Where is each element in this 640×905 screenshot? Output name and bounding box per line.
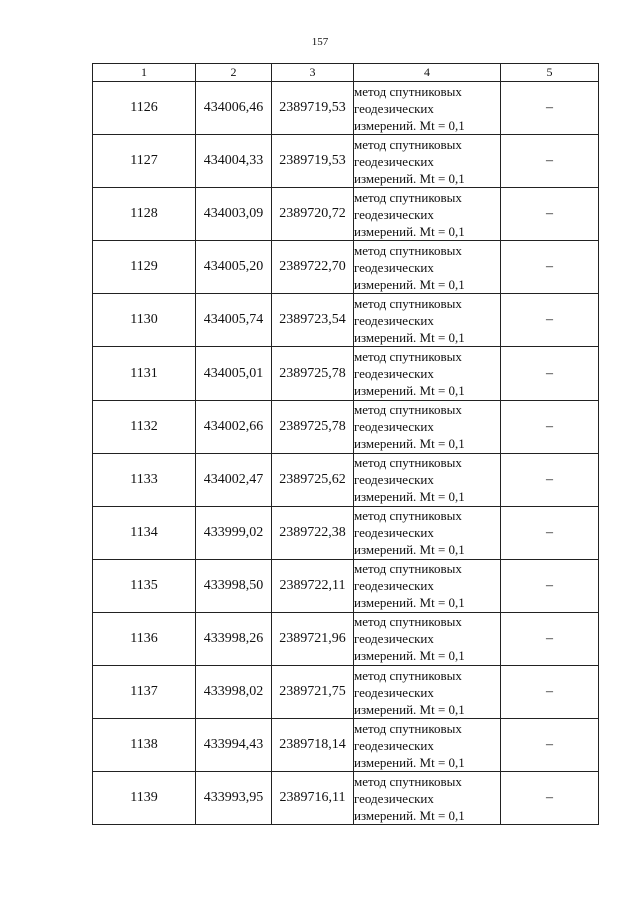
y-coordinate-cell: 2389722,38 bbox=[272, 506, 354, 559]
point-number-cell: 1135 bbox=[93, 559, 196, 612]
column-header: 3 bbox=[272, 64, 354, 82]
method-line: измерений. Mt = 0,1 bbox=[354, 276, 465, 292]
method-cell bbox=[354, 82, 501, 135]
x-coordinate-cell: 434004,33 bbox=[196, 135, 272, 188]
y-coordinate-cell: 2389718,14 bbox=[272, 719, 354, 772]
point-number-cell: 1133 bbox=[93, 453, 196, 506]
column-header: 1 bbox=[93, 64, 196, 82]
y-coordinate-cell: 2389721,96 bbox=[272, 612, 354, 665]
method-line: геодезических bbox=[354, 419, 434, 435]
method-line: измерений. Mt = 0,1 bbox=[354, 329, 465, 345]
x-coordinate-cell: 433993,95 bbox=[196, 772, 272, 825]
method-cell bbox=[354, 294, 501, 347]
point-number-cell: 1132 bbox=[93, 400, 196, 453]
method-cell bbox=[354, 666, 501, 719]
method-cell bbox=[354, 400, 501, 453]
point-number-cell: 1138 bbox=[93, 719, 196, 772]
method-line: метод спутниковых bbox=[354, 402, 462, 418]
method-line: метод спутниковых bbox=[354, 455, 462, 471]
point-number-cell: 1134 bbox=[93, 506, 196, 559]
method-line: измерений. Mt = 0,1 bbox=[354, 383, 465, 399]
point-number-cell: 1136 bbox=[93, 612, 196, 665]
table-row bbox=[93, 772, 599, 825]
y-coordinate-cell: 2389723,54 bbox=[272, 294, 354, 347]
method-line: метод спутниковых bbox=[354, 349, 462, 365]
method-line: измерений. Mt = 0,1 bbox=[354, 701, 465, 717]
page-number: 157 bbox=[311, 36, 329, 48]
x-coordinate-cell: 434005,74 bbox=[196, 294, 272, 347]
table-row bbox=[93, 241, 599, 294]
point-number-cell: 1126 bbox=[93, 82, 196, 135]
y-coordinate-cell: 2389722,11 bbox=[272, 559, 354, 612]
y-coordinate-cell: 2389720,72 bbox=[272, 188, 354, 241]
note-cell: – bbox=[501, 241, 599, 294]
method-cell bbox=[354, 241, 501, 294]
y-coordinate-cell: 2389722,70 bbox=[272, 241, 354, 294]
method-line: геодезических bbox=[354, 366, 434, 382]
method-line: метод спутниковых bbox=[354, 561, 462, 577]
method-line: метод спутниковых bbox=[354, 667, 462, 683]
table-row bbox=[93, 453, 599, 506]
column-header: 5 bbox=[501, 64, 599, 82]
method-line: метод спутниковых bbox=[354, 83, 462, 99]
point-number-cell: 1139 bbox=[93, 772, 196, 825]
table-row bbox=[93, 82, 599, 135]
table-header-row bbox=[93, 64, 599, 82]
method-cell bbox=[354, 772, 501, 825]
note-cell: – bbox=[501, 82, 599, 135]
x-coordinate-cell: 433998,02 bbox=[196, 666, 272, 719]
method-cell bbox=[354, 506, 501, 559]
method-line: метод спутниковых bbox=[354, 295, 462, 311]
point-number-cell: 1130 bbox=[93, 294, 196, 347]
method-line: геодезических bbox=[354, 525, 434, 541]
method-cell bbox=[354, 347, 501, 400]
method-cell bbox=[354, 188, 501, 241]
method-cell bbox=[354, 719, 501, 772]
method-line: измерений. Mt = 0,1 bbox=[354, 542, 465, 558]
table-row bbox=[93, 135, 599, 188]
method-line: метод спутниковых bbox=[354, 136, 462, 152]
x-coordinate-cell: 433998,50 bbox=[196, 559, 272, 612]
x-coordinate-cell: 433994,43 bbox=[196, 719, 272, 772]
method-line: измерений. Mt = 0,1 bbox=[354, 754, 465, 770]
x-coordinate-cell: 434003,09 bbox=[196, 188, 272, 241]
method-cell bbox=[354, 612, 501, 665]
y-coordinate-cell: 2389719,53 bbox=[272, 82, 354, 135]
method-line: измерений. Mt = 0,1 bbox=[354, 223, 465, 239]
x-coordinate-cell: 433998,26 bbox=[196, 612, 272, 665]
method-line: метод спутниковых bbox=[354, 242, 462, 258]
note-cell: – bbox=[501, 347, 599, 400]
y-coordinate-cell: 2389716,11 bbox=[272, 772, 354, 825]
method-line: измерений. Mt = 0,1 bbox=[354, 489, 465, 505]
x-coordinate-cell: 434002,66 bbox=[196, 400, 272, 453]
table-row bbox=[93, 506, 599, 559]
method-line: геодезических bbox=[354, 259, 434, 275]
note-cell: – bbox=[501, 135, 599, 188]
method-line: измерений. Mt = 0,1 bbox=[354, 648, 465, 664]
point-number-cell: 1137 bbox=[93, 666, 196, 719]
method-line: геодезических bbox=[354, 578, 434, 594]
y-coordinate-cell: 2389719,53 bbox=[272, 135, 354, 188]
y-coordinate-cell: 2389721,75 bbox=[272, 666, 354, 719]
note-cell: – bbox=[501, 400, 599, 453]
method-line: метод спутниковых bbox=[354, 720, 462, 736]
method-line: измерений. Mt = 0,1 bbox=[354, 436, 465, 452]
method-line: метод спутниковых bbox=[354, 189, 462, 205]
table-row bbox=[93, 347, 599, 400]
point-number-cell: 1128 bbox=[93, 188, 196, 241]
table-row bbox=[93, 666, 599, 719]
x-coordinate-cell: 434005,20 bbox=[196, 241, 272, 294]
method-line: измерений. Mt = 0,1 bbox=[354, 807, 465, 823]
method-line: геодезических bbox=[354, 631, 434, 647]
table-row bbox=[93, 559, 599, 612]
point-number-cell: 1129 bbox=[93, 241, 196, 294]
table-row bbox=[93, 719, 599, 772]
note-cell: – bbox=[501, 453, 599, 506]
note-cell: – bbox=[501, 612, 599, 665]
method-cell bbox=[354, 559, 501, 612]
note-cell: – bbox=[501, 188, 599, 241]
method-line: геодезических bbox=[354, 153, 434, 169]
method-line: геодезических bbox=[354, 737, 434, 753]
method-line: геодезических bbox=[354, 472, 434, 488]
y-coordinate-cell: 2389725,62 bbox=[272, 453, 354, 506]
y-coordinate-cell: 2389725,78 bbox=[272, 347, 354, 400]
method-line: метод спутниковых bbox=[354, 614, 462, 630]
table-row bbox=[93, 294, 599, 347]
point-number-cell: 1127 bbox=[93, 135, 196, 188]
method-line: измерений. Mt = 0,1 bbox=[354, 595, 465, 611]
note-cell: – bbox=[501, 559, 599, 612]
table-body bbox=[93, 82, 599, 825]
table-row bbox=[93, 188, 599, 241]
method-line: измерений. Mt = 0,1 bbox=[354, 170, 465, 186]
point-number-cell: 1131 bbox=[93, 347, 196, 400]
table-row bbox=[93, 400, 599, 453]
x-coordinate-cell: 434005,01 bbox=[196, 347, 272, 400]
method-line: метод спутниковых bbox=[354, 508, 462, 524]
note-cell: – bbox=[501, 772, 599, 825]
note-cell: – bbox=[501, 666, 599, 719]
y-coordinate-cell: 2389725,78 bbox=[272, 400, 354, 453]
method-line: геодезических bbox=[354, 312, 434, 328]
column-header: 4 bbox=[354, 64, 501, 82]
x-coordinate-cell: 433999,02 bbox=[196, 506, 272, 559]
method-cell bbox=[354, 135, 501, 188]
x-coordinate-cell: 434006,46 bbox=[196, 82, 272, 135]
note-cell: – bbox=[501, 719, 599, 772]
method-line: метод спутниковых bbox=[354, 773, 462, 789]
note-cell: – bbox=[501, 506, 599, 559]
column-header: 2 bbox=[196, 64, 272, 82]
method-cell bbox=[354, 453, 501, 506]
method-line: геодезических bbox=[354, 206, 434, 222]
method-line: измерений. Mt = 0,1 bbox=[354, 117, 465, 133]
method-line: геодезических bbox=[354, 684, 434, 700]
x-coordinate-cell: 434002,47 bbox=[196, 453, 272, 506]
method-line: геодезических bbox=[354, 790, 434, 806]
table-row bbox=[93, 612, 599, 665]
coordinates-table bbox=[92, 63, 599, 825]
method-line: геодезических bbox=[354, 100, 434, 116]
note-cell: – bbox=[501, 294, 599, 347]
